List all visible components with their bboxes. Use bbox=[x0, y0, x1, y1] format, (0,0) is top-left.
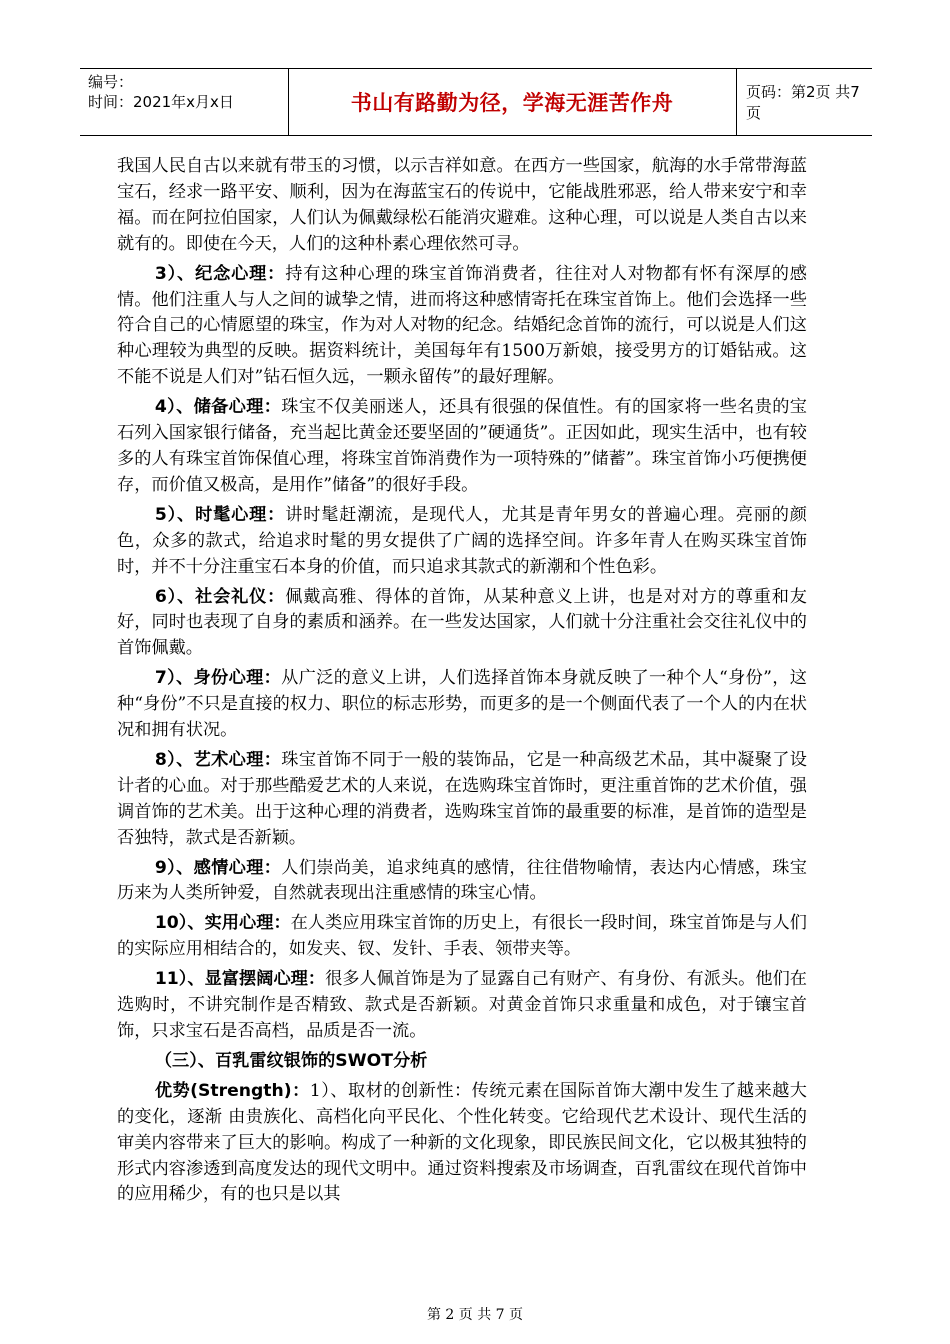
page-number-label: 页码：第2页 共7页 bbox=[746, 83, 860, 122]
header-page-cell bbox=[736, 69, 872, 135]
document-number-label: 编号： bbox=[88, 73, 134, 91]
paragraph-show-off bbox=[117, 967, 807, 1045]
header-motto-cell bbox=[288, 69, 737, 135]
document-time-label: 时间：2021年x月x日 bbox=[88, 93, 234, 111]
keyword-art: 8）、艺术心理： bbox=[154, 749, 282, 770]
keyword-show-off: 11）、显富摆阔心理： bbox=[154, 969, 326, 990]
keyword-fashion: 5）、时髦心理： bbox=[154, 504, 286, 525]
keyword-emotion: 9）、感情心理： bbox=[154, 857, 282, 878]
keyword-strength: 优势(Strength)： bbox=[154, 1080, 310, 1101]
keyword-identity: 7）、身份心理： bbox=[154, 668, 282, 689]
paragraph-reserve bbox=[117, 395, 807, 499]
footer-page-number: 第 2 页 共 7 页 bbox=[426, 1307, 524, 1323]
paragraph-art bbox=[117, 748, 807, 852]
document-body bbox=[117, 154, 807, 1212]
paragraph-fashion bbox=[117, 503, 807, 581]
keyword-etiquette: 6）、社会礼仪： bbox=[154, 586, 286, 607]
text-reserve: 珠宝不仅美丽迷人，还具有很强的保值性。有的国家将一些名贵的宝石列入国家银行储备，充当起比黄金还要坚固的”硬通货”。正因如此，现实生活中，也有较多的人有珠宝首饰保值心理，将珠宝首饰消费作为一项特殊的”储蓄”。珠宝首饰小巧便携便存，而价值又极高，是用作”储备”的很好手段。 bbox=[117, 397, 807, 495]
keyword-commemorative: 3）、纪念心理： bbox=[154, 263, 286, 284]
swot-heading-text: （三）、百乳雷纹银饰的SWOT分析 bbox=[154, 1050, 428, 1071]
motto-text: 书山有路勤为径，学海无涯苦作舟 bbox=[350, 91, 674, 115]
text-practical: 在人类应用珠宝首饰的历史上，有很长一段时间，珠宝首饰是与人们的实际应用相结合的，如发夹、钗、发针、手表、领带夹等。 bbox=[117, 913, 807, 960]
header-info-cell bbox=[80, 69, 289, 135]
keyword-reserve: 4）、储备心理： bbox=[154, 397, 282, 418]
text-etiquette: 佩戴高雅、得体的首饰，从某种意义上讲，也是对对方的尊重和友好，同时也表现了自身的素质和涵养。在一些发达国家，人们就十分注重社会交往礼仪中的首饰佩戴。 bbox=[117, 586, 807, 659]
paragraph-commemorative bbox=[117, 262, 807, 392]
text-identity: 从广泛的意义上讲，人们选择首饰本身就反映了一种个人“身份”，这种“身份”不只是直接的权力、职位的标志形势，而更多的是一个侧面代表了一个人的内在状况和拥有状况。 bbox=[117, 668, 807, 741]
page-footer bbox=[0, 1304, 950, 1324]
text-show-off: 很多人佩首饰是为了显露自己有财产、有身份、有派头。他们在选购时，不讲究制作是否精致、款式是否新颖。对黄金首饰只求重量和成色，对于镶宝首饰，只求宝石是否高档，品质是否一流。 bbox=[117, 969, 807, 1041]
paragraph-intro: 我国人民自古以来就有带玉的习惯，以示吉祥如意。在西方一些国家，航海的水手常带海蓝宝石，经求一路平安、顺利，因为在海蓝宝石的传说中，它能战胜邪恶，给人带来安宁和幸福。而在阿拉伯国家，人们认为佩戴绿松石能消灾避难。这种心理，可以说是人类自古以来就有的。即使在今天，人们的这种朴素心理依然可寻。 bbox=[117, 156, 807, 254]
text-strength: 1）、取材的创新性：传统元素在国际首饰大潮中发生了越来越大的变化，逐渐 由贵族化、高档化向平民化、个性化转变。它给现代艺术设计、现代生活的审美内容带来了巨大的影响。构成了一种新的文化现象，即民族民间文化，它以极其独特的形式内容渗透到高度发达的现代文明中。通过资料搜索及市场调查，百乳雷纹在现代首饰中的应用稀少，有的也只是以其 bbox=[117, 1080, 807, 1205]
paragraph-emotion bbox=[117, 856, 807, 908]
text-emotion: 人们崇尚美，追求纯真的感情，往往借物喻情，表达内心情感，珠宝历来为人类所钟爱，自然就表现出注重感情的珠宝心情。 bbox=[117, 857, 807, 904]
section-heading-swot bbox=[117, 1049, 807, 1075]
keyword-practical: 10）、实用心理： bbox=[154, 913, 291, 934]
text-art: 珠宝首饰不同于一般的装饰品，它是一种高级艺术品，其中凝聚了设计者的心血。对于那些酷爱艺术的人来说，在选购珠宝首饰时，更注重首饰的艺术价值，强调首饰的艺术美。出于这种心理的消费者，选购珠宝首饰的最重要的标准，是首饰的造型是否独特，款式是否新颖。 bbox=[117, 749, 807, 848]
page-header bbox=[80, 68, 872, 136]
text-fashion: 讲时髦赶潮流，是现代人，尤其是青年男女的普遍心理。亮丽的颜色，众多的款式，给追求时髦的男女提供了广阔的选择空间。许多年青人在购买珠宝首饰时，并不十分注重宝石本身的价值，而只追求其款式的新潮和个性色彩。 bbox=[117, 504, 807, 577]
paragraph-strength bbox=[117, 1079, 807, 1209]
paragraph-etiquette bbox=[117, 585, 807, 663]
text-commemorative: 持有这种心理的珠宝首饰消费者，往往对人对物都有怀有深厚的感情。他们注重人与人之间的诚挚之情，进而将这种感情寄托在珠宝首饰上。他们会选择一些符合自己的心情愿望的珠宝，作为对人对物的纪念。结婚纪念首饰的流行，可以说是人们这种心理较为典型的反映。据资料统计，美国每年有1500万新娘，接受男方的订婚钻戒。这不能不说是人们对”钻石恒久远，一颗永留传”的最好理解。 bbox=[117, 263, 807, 388]
paragraph-identity bbox=[117, 666, 807, 744]
paragraph-practical bbox=[117, 911, 807, 963]
